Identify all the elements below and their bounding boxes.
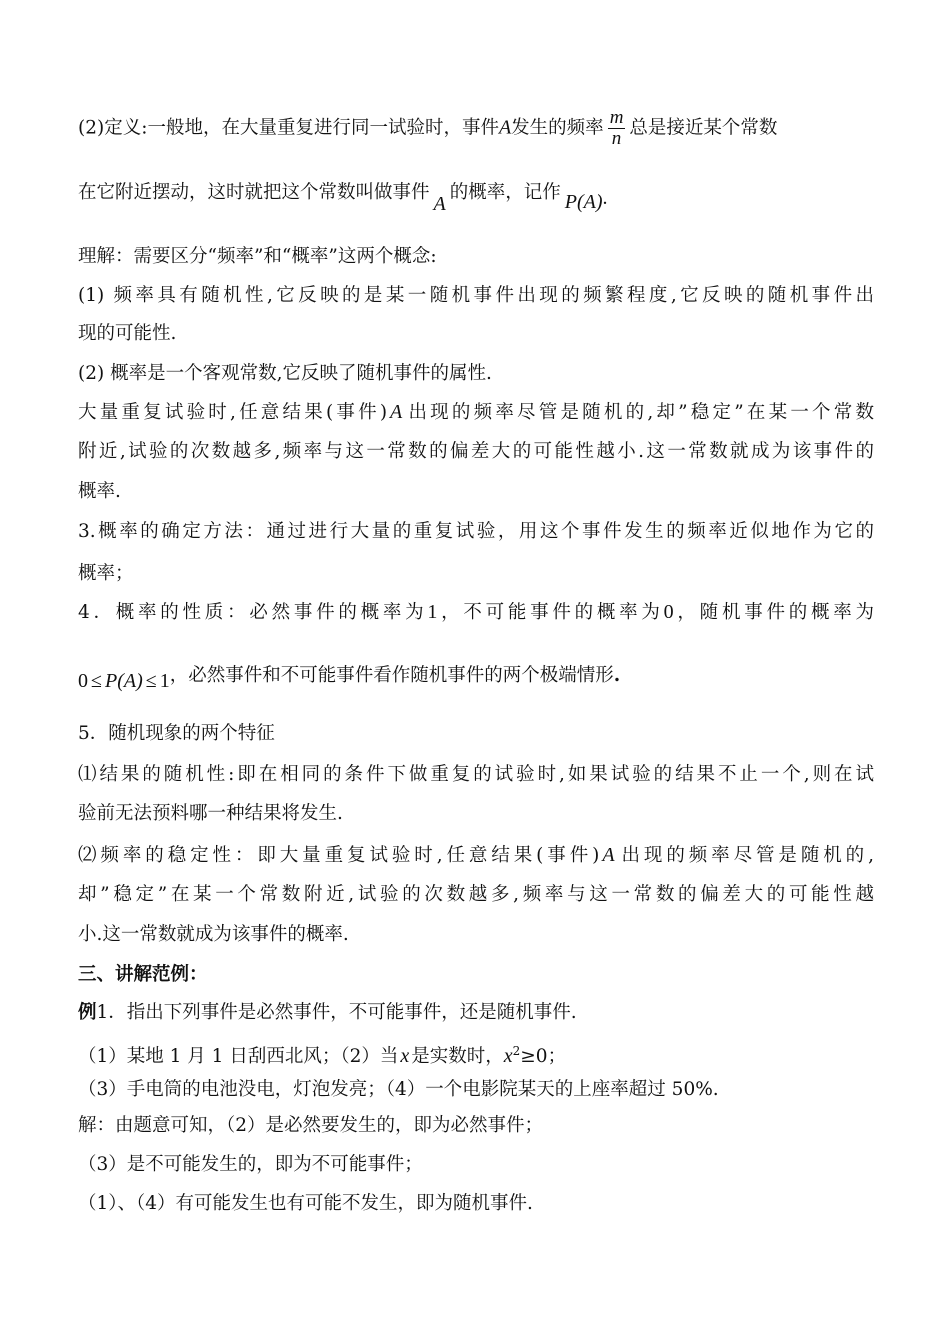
section4-tail-end: . [613, 665, 621, 686]
examples-heading: 三、讲解范例： [78, 964, 208, 985]
definition2-mid: 的概率，记作 [449, 182, 561, 203]
section3-line1: 3.概率的确定方法：通过进行大量的重复试验，用这个事件发生的频率近似地作为它的 [78, 521, 874, 542]
understanding-p2: (2) 概率是一个客观常数,它反映了随机事件的属性. [78, 363, 492, 384]
inequality-zero: 0 [78, 670, 88, 692]
frequency-fraction [608, 108, 626, 149]
event-symbol: A [498, 116, 512, 139]
variable-x-squared-base: x [503, 1045, 513, 1068]
section4-line1 [78, 600, 874, 625]
understanding-p3-line3: 概率. [78, 481, 121, 502]
variable-x: x [400, 1045, 410, 1068]
b-post: 出现的频率尽管是随机的, [617, 845, 874, 866]
event-symbol: A [390, 401, 403, 423]
inequality-pa: P(A) [104, 670, 143, 692]
example-items-2: （3）手电筒的电池没电，灯泡发亮；（4）一个电影院某天的上座率超过 50%. [78, 1079, 719, 1100]
understanding-p1-line2: 现的可能性. [78, 323, 177, 344]
value-one: 1 [427, 601, 438, 623]
definition-mid: 发生的频率 [511, 117, 604, 139]
section5-b-line2: 却”稳定”在某一个常数附近,试验的次数越多,频率与这一常数的偏差大的可能性越 [78, 884, 874, 905]
section3-line2: 概率； [78, 563, 134, 584]
understanding-p3-line1 [78, 400, 874, 425]
event-symbol: A [602, 844, 615, 866]
period: . [602, 187, 608, 209]
p3-post: 出现的频率尽管是随机的,却”稳定”在某一个常数 [405, 402, 874, 423]
inequality-le-1: ≤ [91, 670, 102, 692]
definition-prefix: (2)定义:一般地，在大量重复进行同一试验时，事件 [78, 117, 499, 139]
section4-pre: 4．概率的性质：必然事件的概率为 [78, 602, 428, 623]
inequality-comma: ， [169, 665, 189, 686]
solution-line-1: 解：由题意可知，（2）是必然要发生的，即为必然事件； [78, 1115, 544, 1136]
example-text: 1．指出下列事件是必然事件，不可能事件，还是随机事件. [96, 1002, 577, 1023]
section5-b-line3: 小.这一常数就成为该事件的概率. [78, 924, 349, 945]
b-pre: ⑵频率的稳定性：即大量重复试验时,任意结果(事件) [78, 845, 600, 866]
item1-pre: （1）某地 1 月 1 日刮西北风；（2）当 [78, 1046, 399, 1068]
section4-line2 [78, 663, 621, 692]
inequality-le-2: ≤ [145, 670, 157, 692]
definition-suffix: 总是接近某个常数 [629, 117, 778, 139]
section5-a-line1: ⑴结果的随机性:即在相同的条件下做重复的试验时,如果试验的结果不止一个,则在试 [78, 764, 874, 785]
item1-mid: 是实数时， [411, 1046, 504, 1068]
understanding-p1-line1: (1) 频率具有随机性,它反映的是某一随机事件出现的频繁程度,它反映的随机事件出 [78, 285, 874, 306]
p3-pre: 大量重复试验时,任意结果(事件) [78, 402, 388, 423]
fraction-denominator: n [611, 128, 622, 149]
section5-a-line2: 验前无法预料哪一种结果将发生. [78, 803, 343, 824]
section4-tail: 必然事件和不可能事件看作随机事件的两个极端情形 [188, 665, 614, 686]
probability-notation: P(A) [564, 191, 603, 213]
definition-line-1 [78, 108, 777, 149]
section4-mid: ，不可能事件的概率为 [437, 602, 664, 623]
understanding-heading: 理解：需要区分“频率”和“概率”这两个概念: [78, 246, 437, 267]
event-symbol: A [433, 193, 446, 215]
example-items-1 [78, 1039, 566, 1069]
section5-heading: 5．随机现象的两个特征 [78, 723, 275, 744]
section5-b-line1 [78, 843, 874, 868]
example-label: 例 [78, 1002, 97, 1023]
fraction-numerator: m [609, 107, 624, 128]
exponent: 2 [512, 1044, 521, 1058]
item1-post: ≥0； [520, 1046, 567, 1068]
example-1 [78, 1001, 577, 1025]
understanding-p3-line2: 附近,试验的次数越多,频率与这一常数的偏差大的可能性越小.这一常数就成为该事件的 [78, 441, 874, 462]
solution-line-2: （3）是不可能发生的，即为不可能事件； [78, 1154, 423, 1175]
solution-line-3: （1）、（4）有可能发生也有可能不发生，即为随机事件. [78, 1193, 533, 1214]
definition-line-2 [78, 180, 608, 215]
value-zero: 0 [663, 601, 674, 623]
definition2-prefix: 在它附近摆动，这时就把这个常数叫做事件 [78, 182, 430, 203]
section4-post: ，随机事件的概率为 [673, 602, 874, 623]
inequality-one: 1 [159, 670, 170, 692]
